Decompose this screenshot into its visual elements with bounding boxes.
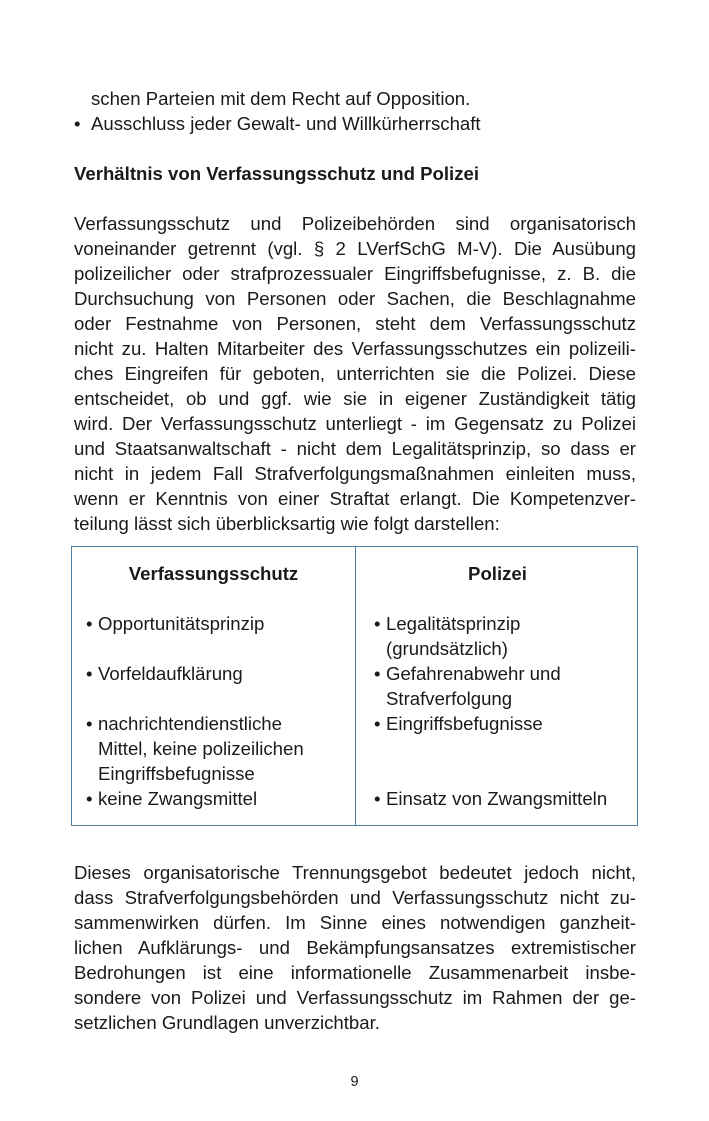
paragraph-line: Verfassungsschutz und Polizeibehörden sind organisatorisch (74, 213, 636, 234)
paragraph-line: nicht zu. Halten Mitarbeiter des Verfassungsschutzes ein polizeili- (74, 338, 636, 359)
bullet-marker: • (74, 113, 81, 134)
paragraph-line: polizeilicher oder strafprozessualer Eingriffsbefugnisse, z. B. die (74, 263, 636, 284)
page-number: 9 (350, 1074, 359, 1090)
left-item-3-line-2: Mittel, keine polizeilichen (98, 738, 304, 759)
column-header-verfassungsschutz: Verfassungsschutz (128, 563, 299, 584)
comparison-table: Verfassungsschutz • Opportunitätsprinzip • Vorfeldaufklärung • nachrichtendienstliche Mittel, keine polizeilichen Eingriffsbefugnisse • keine Zwangsmittel Polizei • Legalitätsprinzip (grundsätzlich) • Gefahrenabwehr und Strafverfolgung • Eingriffsbefugnisse • Einsatz von Zwangsmitteln (71, 546, 638, 826)
paragraph-line: sondere von Polizei und Verfassungsschutz im Rahmen der ge- (74, 987, 636, 1008)
paragraph-line: und Staatsanwaltschaft - nicht dem Legalitätsprinzip, so dass er (74, 438, 636, 459)
paragraph-line: oder Festnahme von Personen, steht dem Verfassungsschutz (74, 313, 636, 334)
section-heading: Verhältnis von Verfassungsschutz und Polizei (74, 163, 480, 184)
column-header-polizei: Polizei (468, 563, 527, 584)
paragraph-line: Bedrohungen ist eine informationelle Zusammenarbeit insbe- (74, 962, 636, 983)
paragraph-line: voneinander getrennt (vgl. § 2 LVerfSchG M-V). Die Ausübung (74, 238, 636, 259)
right-item-1-line-2: (grundsätzlich) (386, 638, 508, 659)
paragraph-line: Durchsuchung von Personen oder Sachen, die Beschlagnahme (74, 288, 636, 309)
paragraph-line: wenn er Kenntnis von einer Straftat erlangt. Die Kompetenzver- (74, 488, 636, 509)
left-item-3-line-3: Eingriffsbefugnisse (98, 763, 255, 784)
paragraph-line: entscheidet, ob und ggf. wie sie in eigener Zuständigkeit tätig (74, 388, 636, 409)
paragraph-line: ches Eingreifen für geboten, unterrichten sie die Polizei. Diese (74, 363, 636, 384)
paragraph-line: nicht in jedem Fall Strafverfolgungsmaßnahmen einleiten muss, (74, 463, 636, 484)
column-divider (355, 547, 356, 825)
paragraph-line: setzlichen Grundlagen unverzichtbar. (74, 1012, 380, 1033)
intro-continuation: schen Parteien mit dem Recht auf Opposition. (91, 88, 471, 109)
paragraph-line: wird. Der Verfassungsschutz unterliegt - im Gegensatz zu Polizei (74, 413, 636, 434)
paragraph-line: teilung lässt sich überblicksartig wie folgt darstellen: (74, 513, 500, 534)
intro-bullet: Ausschluss jeder Gewalt- und Willkürherrschaft (91, 113, 481, 134)
paragraph-line: lichen Aufklärungs- und Bekämpfungsansatzes extremistischer (74, 937, 636, 958)
paragraph-line: Dieses organisatorische Trennungsgebot bedeutet jedoch nicht, (74, 862, 636, 883)
right-item-2-line-2: Strafverfolgung (386, 688, 513, 709)
paragraph-line: dass Strafverfolgungsbehörden und Verfassungsschutz nicht zu- (74, 887, 636, 908)
paragraph-line: sammenwirken dürfen. Im Sinne eines notwendigen ganzheit- (74, 912, 636, 933)
